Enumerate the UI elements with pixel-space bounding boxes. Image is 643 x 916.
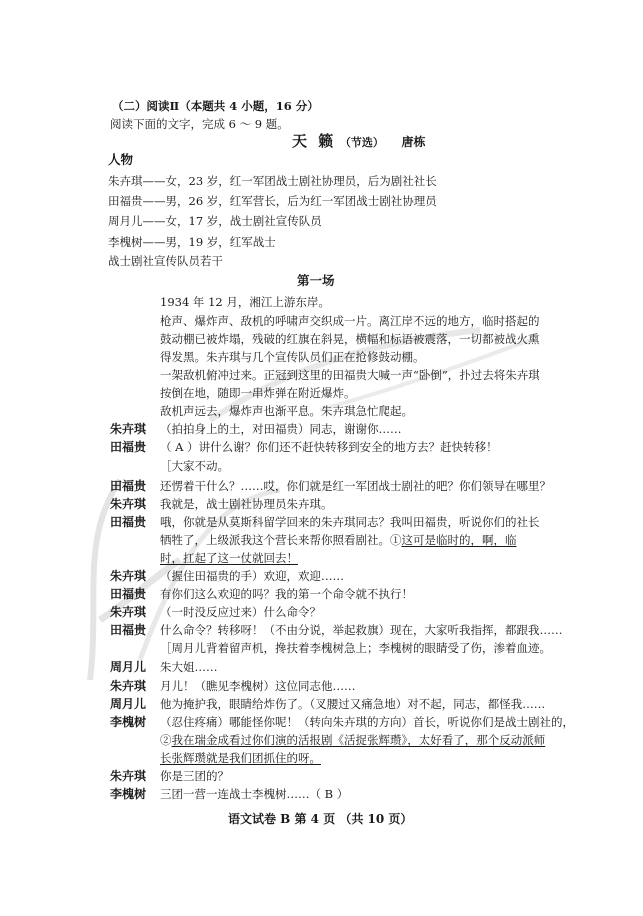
dialogue-line: 三团一营一连战士李槐树……（ B ） — [160, 787, 349, 801]
speaker-name: 朱卉琪 — [110, 422, 147, 436]
dialogue-line: （握住田福贵的手）欢迎，欢迎…… — [160, 569, 344, 583]
author: 唐栋 — [401, 135, 426, 149]
speaker-name: 田福贵 — [110, 440, 147, 454]
dialogue-line: 牺牲了，上级派我这个营长来帮你照看剧社。 — [160, 533, 390, 547]
speaker-name: 田福贵 — [110, 515, 147, 529]
character-item: 田福贵——男，26 岁，红军营长，后为红一军团战士剧社协理员 — [108, 194, 437, 208]
stage-direction: 得发黑。朱卉琪与几个宣传队员们正在抢修鼓动棚。 — [160, 350, 425, 364]
dialogue-line: 哦，你就是从莫斯科留学回来的朱卉琪同志？我叫田福贵，听说你们的社长 — [160, 515, 540, 529]
dialogue-line: 朱大姐…… — [160, 660, 218, 674]
annotation-2-continuation: 长张辉瓒就是我们团抓住的呀。 — [160, 751, 321, 765]
character-item: 周月儿——女，17 岁，战士剧社宣传队员 — [108, 214, 322, 228]
dialogue-line: （拍拍身上的土，对田福贵）同志，谢谢你…… — [160, 422, 402, 436]
play-title-row — [292, 133, 426, 151]
speaker-name: 田福贵 — [110, 623, 147, 637]
speaker-name: 李槐树 — [110, 787, 147, 801]
dialogue-line: 有你们这么欢迎的吗？我的第一个命令就不执行！ — [160, 587, 413, 601]
speaker-name: 朱卉琪 — [110, 769, 147, 783]
annotation-2-row — [160, 732, 545, 748]
characters-heading: 人物 — [108, 152, 134, 167]
dialogue-line: 你是三团的？ — [160, 769, 229, 783]
stage-direction: 按倒在地，随即一串炸弹在附近爆炸。 — [160, 386, 356, 400]
page-footer: 语文试卷 B 第 4 页 （共 10 页） — [228, 812, 413, 826]
speaker-name: 李槐树 — [110, 715, 147, 729]
speaker-name: 周月儿 — [110, 697, 147, 711]
dialogue-line: 他为掩护我，眼睛给炸伤了。（叉腰过又痛急地）对不起，同志，都怪我…… — [160, 697, 546, 711]
instruction: 阅读下面的文字，完成 6 ～ 9 题。 — [110, 117, 289, 131]
speaker-name: 周月儿 — [110, 660, 147, 674]
stage-direction: 枪声、爆炸声、敌机的呼啸声交织成一片。离江岸不远的地方，临时搭起的 — [160, 314, 540, 328]
speaker-name: 田福贵 — [110, 587, 147, 601]
stage-direction: ［周月儿背着留声机，搀扶着李槐树急上；李槐树的眼睛受了伤，渗着血迹。 — [160, 641, 551, 655]
speaker-name: 朱卉琪 — [110, 569, 147, 583]
speaker-name: 朱卉琪 — [110, 679, 147, 693]
annotation-marker: ① — [390, 533, 402, 547]
annotation-2-text: 我在瑞金成看过你们演的活报剧《活捉张辉瓒》，太好看了，那个反动派师 — [171, 733, 546, 747]
character-item: 李槐树——男，19 岁，红军战士 — [108, 235, 276, 249]
character-item: 朱卉琪——女，23 岁，红一军团战士剧社协理员，后为剧社社长 — [108, 174, 437, 188]
annotation-1-continuation: 时，扛起了这一仗就回去！ — [160, 551, 298, 565]
dialogue-line: （ A ）讲什么谢？你们还不赶快转移到安全的地方去？赶快转移！ — [160, 440, 498, 454]
speaker-name: 田福贵 — [110, 479, 147, 493]
stage-direction: 一架敌机俯冲过来。正冠到这里的田福贵大喊一声“卧倒”，扑过去将朱卉琪 — [160, 368, 540, 382]
dialogue-line-with-annotation — [160, 532, 517, 548]
annotation-marker: ② — [160, 733, 172, 747]
stage-direction: 鼓动棚已被炸塌，残破的红旗在斜晃，横幅和标语被震落，一切都被战火熏 — [160, 332, 540, 346]
section-header: （二）阅读Ⅱ（本题共 4 小题，16 分） — [112, 99, 319, 113]
scene-title: 第一场 — [297, 273, 335, 288]
dialogue-line: （一时没反应过来）什么命令？ — [160, 605, 321, 619]
stage-direction: 敌机声远去，爆炸声也渐平息。朱卉琪急忙爬起。 — [160, 404, 413, 418]
dialogue-line: 还愣着干什么？……哎，你们就是红一军团战士剧社的吧？你们领导在哪里？ — [160, 479, 551, 493]
speaker-name: 朱卉琪 — [110, 497, 147, 511]
stage-direction: 1934 年 12 月，湘江上游东岸。 — [160, 295, 330, 309]
annotation-1-text: 这可是临时的，啊，临 — [401, 533, 517, 547]
dialogue-line: 月儿！（瞧见李槐树）这位同志他…… — [160, 679, 356, 693]
play-title: 天 籁 — [292, 132, 337, 150]
speaker-name: 朱卉琪 — [110, 605, 147, 619]
dialogue-line: （忍住疼痛）哪能怪你呢！（转向朱卉琪的方向）首长，听说你们是战士剧社的， — [160, 715, 574, 729]
play-subtitle: （节选） — [339, 136, 384, 149]
dialogue-line: 什么命令？转移呀！（不由分说，举起救旗）现在，大家听我指挥，都跟我…… — [160, 623, 563, 637]
character-item: 战士剧社宣传队员若干 — [108, 254, 223, 268]
stage-direction: ［大家不动。 — [160, 459, 229, 473]
dialogue-line: 我就是，战士剧社协理员朱卉琪。 — [160, 497, 333, 511]
